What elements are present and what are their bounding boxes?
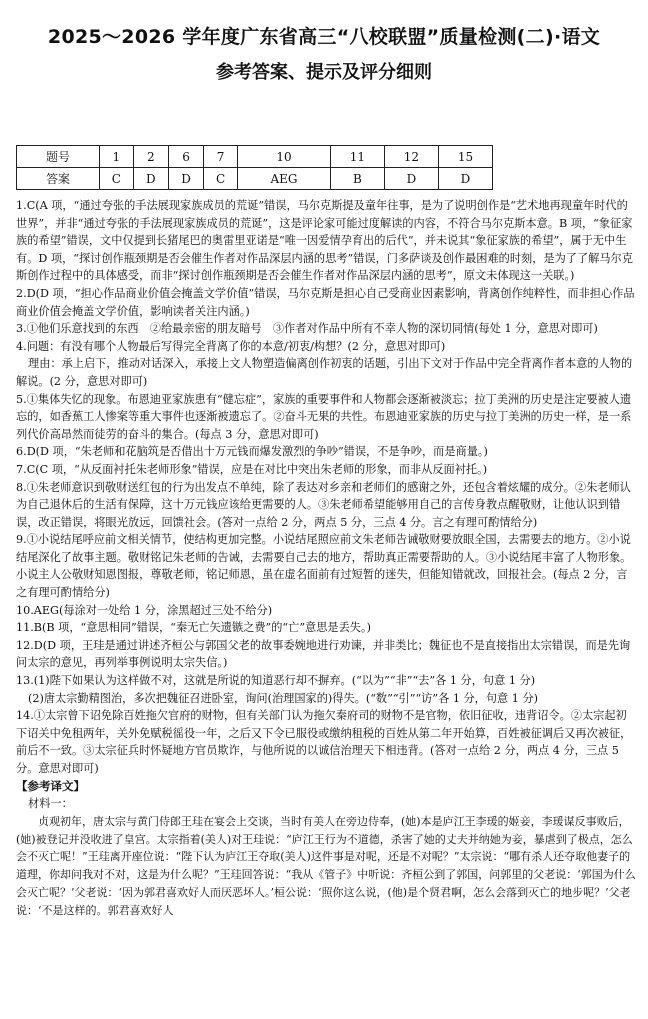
item-text: D(D 项，王珪是通过讲述齐桓公与郭国父老的故事委婉地进行劝谏，并非类比；魏征也不是直接指出太宗错误，而是先询问太宗的意见，再列举事例说明太宗失信。) bbox=[16, 638, 631, 670]
item-number: 7. bbox=[16, 462, 27, 476]
answer-cell: C bbox=[99, 168, 133, 190]
item-text: 问题：有没有哪个人物最后写得完全背离了你的本意/初衷/构想？(2 分，意思对即可) 理由：承上启下，推动对话深入，承接上文人物塑造偏离创作初衷的话题，引出下文对于作品中完全背离作者本意的人物的解说。(2 分，意思对即可) bbox=[16, 339, 633, 388]
item-number: 14. bbox=[16, 709, 34, 723]
answer-explanation-item bbox=[16, 479, 636, 532]
answer-explanation-item bbox=[16, 443, 636, 461]
item-number: 8. bbox=[16, 480, 27, 494]
question-number-row bbox=[17, 146, 493, 168]
answer-explanation-item bbox=[16, 320, 636, 338]
answer-cell: D bbox=[384, 168, 438, 190]
material-label: 材料一： bbox=[28, 797, 73, 811]
row-label-question: 题号 bbox=[17, 146, 100, 168]
item-text: (1)陛下如果认为这样做不对，这就是所说的知道恶行却不摒弃。(“以为”“非”“去”各 1 分，句意 1 分) (2)唐太宗勤精图治，多次把魏征召进卧室，询问(治理国家的)得失。(“数”“引”“访”各 1 分，句意 1 分) bbox=[28, 674, 539, 705]
item-number: 10. bbox=[16, 603, 34, 617]
item-number: 1. bbox=[16, 199, 27, 212]
answer-cell: B bbox=[330, 168, 384, 190]
answer-cell: C bbox=[204, 168, 238, 190]
answer-explanation-item bbox=[16, 637, 636, 672]
answer-explanation-item bbox=[16, 285, 636, 320]
item-number: 6. bbox=[16, 445, 27, 459]
question-number-cell: 6 bbox=[168, 146, 203, 168]
question-number-cell: 1 bbox=[99, 146, 133, 168]
answer-explanations bbox=[16, 197, 636, 920]
item-text: ①集体失忆的现象。布恩迪亚家族患有“健忘症”，家族的重要事件和人物都会逐渐被淡忘；拉丁美洲的历史是注定要被人遗忘的，如香蕉工人惨案等重大事件也逐渐被遗忘了。②奋斗无果的共性。布恩迪亚家族的历史与拉丁美洲的历史一样，是一系列代价高昂然而徒劳的奋斗的集合。(每点 3 分，意思对即可) bbox=[16, 392, 632, 441]
item-text: D(D 项，“担心作品商业价值会掩盖文学价值”错误，马尔克斯是担心自己受商业因素影响，背离创作纯粹性，而非担心作品商业价值会掩盖文学价值，影响读者关注内涵。) bbox=[16, 286, 635, 318]
item-text: ①朱老师意识到敬财送红包的行为出发点不单纯，除了表达对乡亲和老师们的感谢之外，还包含着炫耀的成分。②朱老师认为自己退休后的生活有保障，这十万元钱应该给更需要的人。③朱老师希望能够用自己的言传身教点醒敬财，让他认识到错误，改正错误，将眼光放远，回馈社会。(答对一点给 2 分，两点 5 分，三点 4 分。言之有理可酌情给分) bbox=[16, 480, 631, 529]
answer-cell: AEG bbox=[238, 168, 331, 190]
answer-explanation-item bbox=[16, 602, 636, 620]
question-number-cell: 12 bbox=[384, 146, 438, 168]
answer-explanation-item bbox=[16, 531, 636, 601]
item-number: 3. bbox=[16, 322, 27, 336]
item-text: AEG(每涂对一处给 1 分，涂黑超过三处不给分) bbox=[33, 603, 273, 617]
item-text: C(C 项，“从反面衬托朱老师形象”错误，应是在对比中突出朱老师的形象，而非从反面衬托。) bbox=[26, 462, 488, 476]
answer-table bbox=[16, 145, 493, 190]
answer-cell: D bbox=[438, 168, 492, 190]
item-number: 11. bbox=[16, 621, 34, 635]
item-number: 13. bbox=[16, 674, 34, 688]
item-text: ①他们乐意找到的东西 ②给最亲密的朋友暗号 ③作者对作品中所有不幸人物的深切同情(每处 1 分，意思对即可) bbox=[26, 322, 598, 336]
item-number: 9. bbox=[16, 533, 27, 547]
item-text: D(D 项，“朱老师和花脑筑是否借出十万元钱而爆发激烈的争吵”错误，不是争吵，而是商量。) bbox=[26, 445, 488, 459]
question-number-cell: 15 bbox=[438, 146, 492, 168]
question-number-cell: 2 bbox=[133, 146, 168, 168]
item-text: ①小说结尾呼应前文相关情节，使结构更加完整。小说结尾照应前文朱老师告诫敬财要放眼全国，去需要去的地方。②小说结尾深化了故事主题。敬财铭记朱老师的告诫，去需要自己去的地方，帮助真正需要帮助的人。③小说结尾丰富了人物形象。小说主人公敬财知恩图报，尊敬老师，铭记师恩，虽在虚名面前有过短暂的迷失，但能知错就改，回报社会。(每点 2 分，言之有理可酌情给分) bbox=[16, 533, 632, 600]
answer-explanation-item bbox=[16, 197, 636, 285]
question-number-cell: 7 bbox=[204, 146, 238, 168]
answer-explanation-item bbox=[16, 672, 636, 707]
page-subtitle: 参考答案、提示及评分细则 bbox=[216, 62, 432, 83]
page-title: 2025～2026 学年度广东省高三“八校联盟”质量检测(二)·语文 bbox=[47, 26, 601, 48]
item-text: C(A 项，“通过夸张的手法展现家族成员的荒诞”错误，马尔克斯提及童年往事，是为了说明创作是“艺术地再现童年时代的世界”，并非“通过夸张的手法展现家族成员的荒诞”，这是评论家可能过度解读的内容，不符合马尔克斯本意。B 项，“象征家族的希望”错误，文中仅提到长猪尾巴的奥雷里亚诺是“唯一因爱情孕育出的后代”，并未说其“象征家族的希望”，属于无中生有。D 项，“探讨创作瓶颈期是否会催生作者对作品深层内涵的思考”错误，门多萨谈及创作最困难的时刻，是为了了解马尔克斯创作过程中的具体感受，而非“探讨创作瓶颈期是否会催生作者对作品深层内涵的思考”，原文未体现这一关联。) bbox=[16, 199, 633, 283]
answer-explanation-item bbox=[16, 619, 636, 637]
item-text: B(B 项，“意思相同”错误，“秦无亡矢遗镞之费”的“亡”意思是丢失。) bbox=[33, 621, 371, 635]
question-number-cell: 10 bbox=[238, 146, 331, 168]
row-label-answer: 答案 bbox=[17, 168, 100, 190]
item-number: 4. bbox=[16, 339, 27, 353]
item-number: 12. bbox=[16, 638, 34, 652]
answer-explanation-item bbox=[16, 461, 636, 479]
explanation-list bbox=[16, 197, 636, 778]
answer-cell: D bbox=[133, 168, 168, 190]
answer-explanation-item bbox=[16, 391, 636, 444]
item-text: ①太宗曾下诏免除百姓拖欠官府的财物，但有关部门认为拖欠秦府司的财物不是官物，依旧征收，违背诏令。②太宗起初下诏关中免租两年，关外免赋税徭役一年，之后又下令已服役或缴纳租税的百姓从第二年开始算，百姓被征调后又再次被征，前后不一致。③太宗征兵时怀疑地方官员欺诈，与他所说的以诚信治理天下相违背。(答对一点给 2 分，两点 4 分，三点 5 分。意思对即可) bbox=[16, 709, 632, 775]
answer-explanation-item bbox=[16, 707, 636, 777]
answer-row bbox=[17, 168, 493, 190]
translation-paragraph: 贞观初年，唐太宗与黄门侍郎王珪在宴会上交谈，当时有美人在旁边侍奉，(她)本是庐江王李瑗的姬妾，李瑗谋反事败后，(她)被登记并没收进了皇宫。太宗指着(美人)对王珪说：“庐江王行为不道德，杀害了她的丈夫并纳她为妾，暴虐到了极点，怎么会不灭亡呢！”王珪离开座位说：“陛下认为庐江王夺取(美人)这件事是对呢，还是不对呢？”太宗说：“哪有杀人还夺取他妻子的道理，你却问我对不对，这是为什么呢？”王珪回答说：“我从《管子》中听说：齐桓公到了郭国，问郭里的父老说：‘郭国为什么会灭亡呢？’父老说：‘因为郭君喜欢好人而厌恶坏人。’桓公说：‘照你这么说，(他)是个贤君啊，怎么会落到灭亡的地步呢？’父老说：‘不是这样的。郭君喜欢好人 bbox=[16, 814, 636, 917]
item-number: 5. bbox=[16, 392, 27, 406]
reference-translation-heading: 【参考译文】 bbox=[16, 778, 85, 793]
item-number: 2. bbox=[16, 286, 27, 300]
answer-explanation-item bbox=[16, 338, 636, 391]
question-number-cell: 11 bbox=[330, 146, 384, 168]
answer-cell: D bbox=[168, 168, 203, 190]
